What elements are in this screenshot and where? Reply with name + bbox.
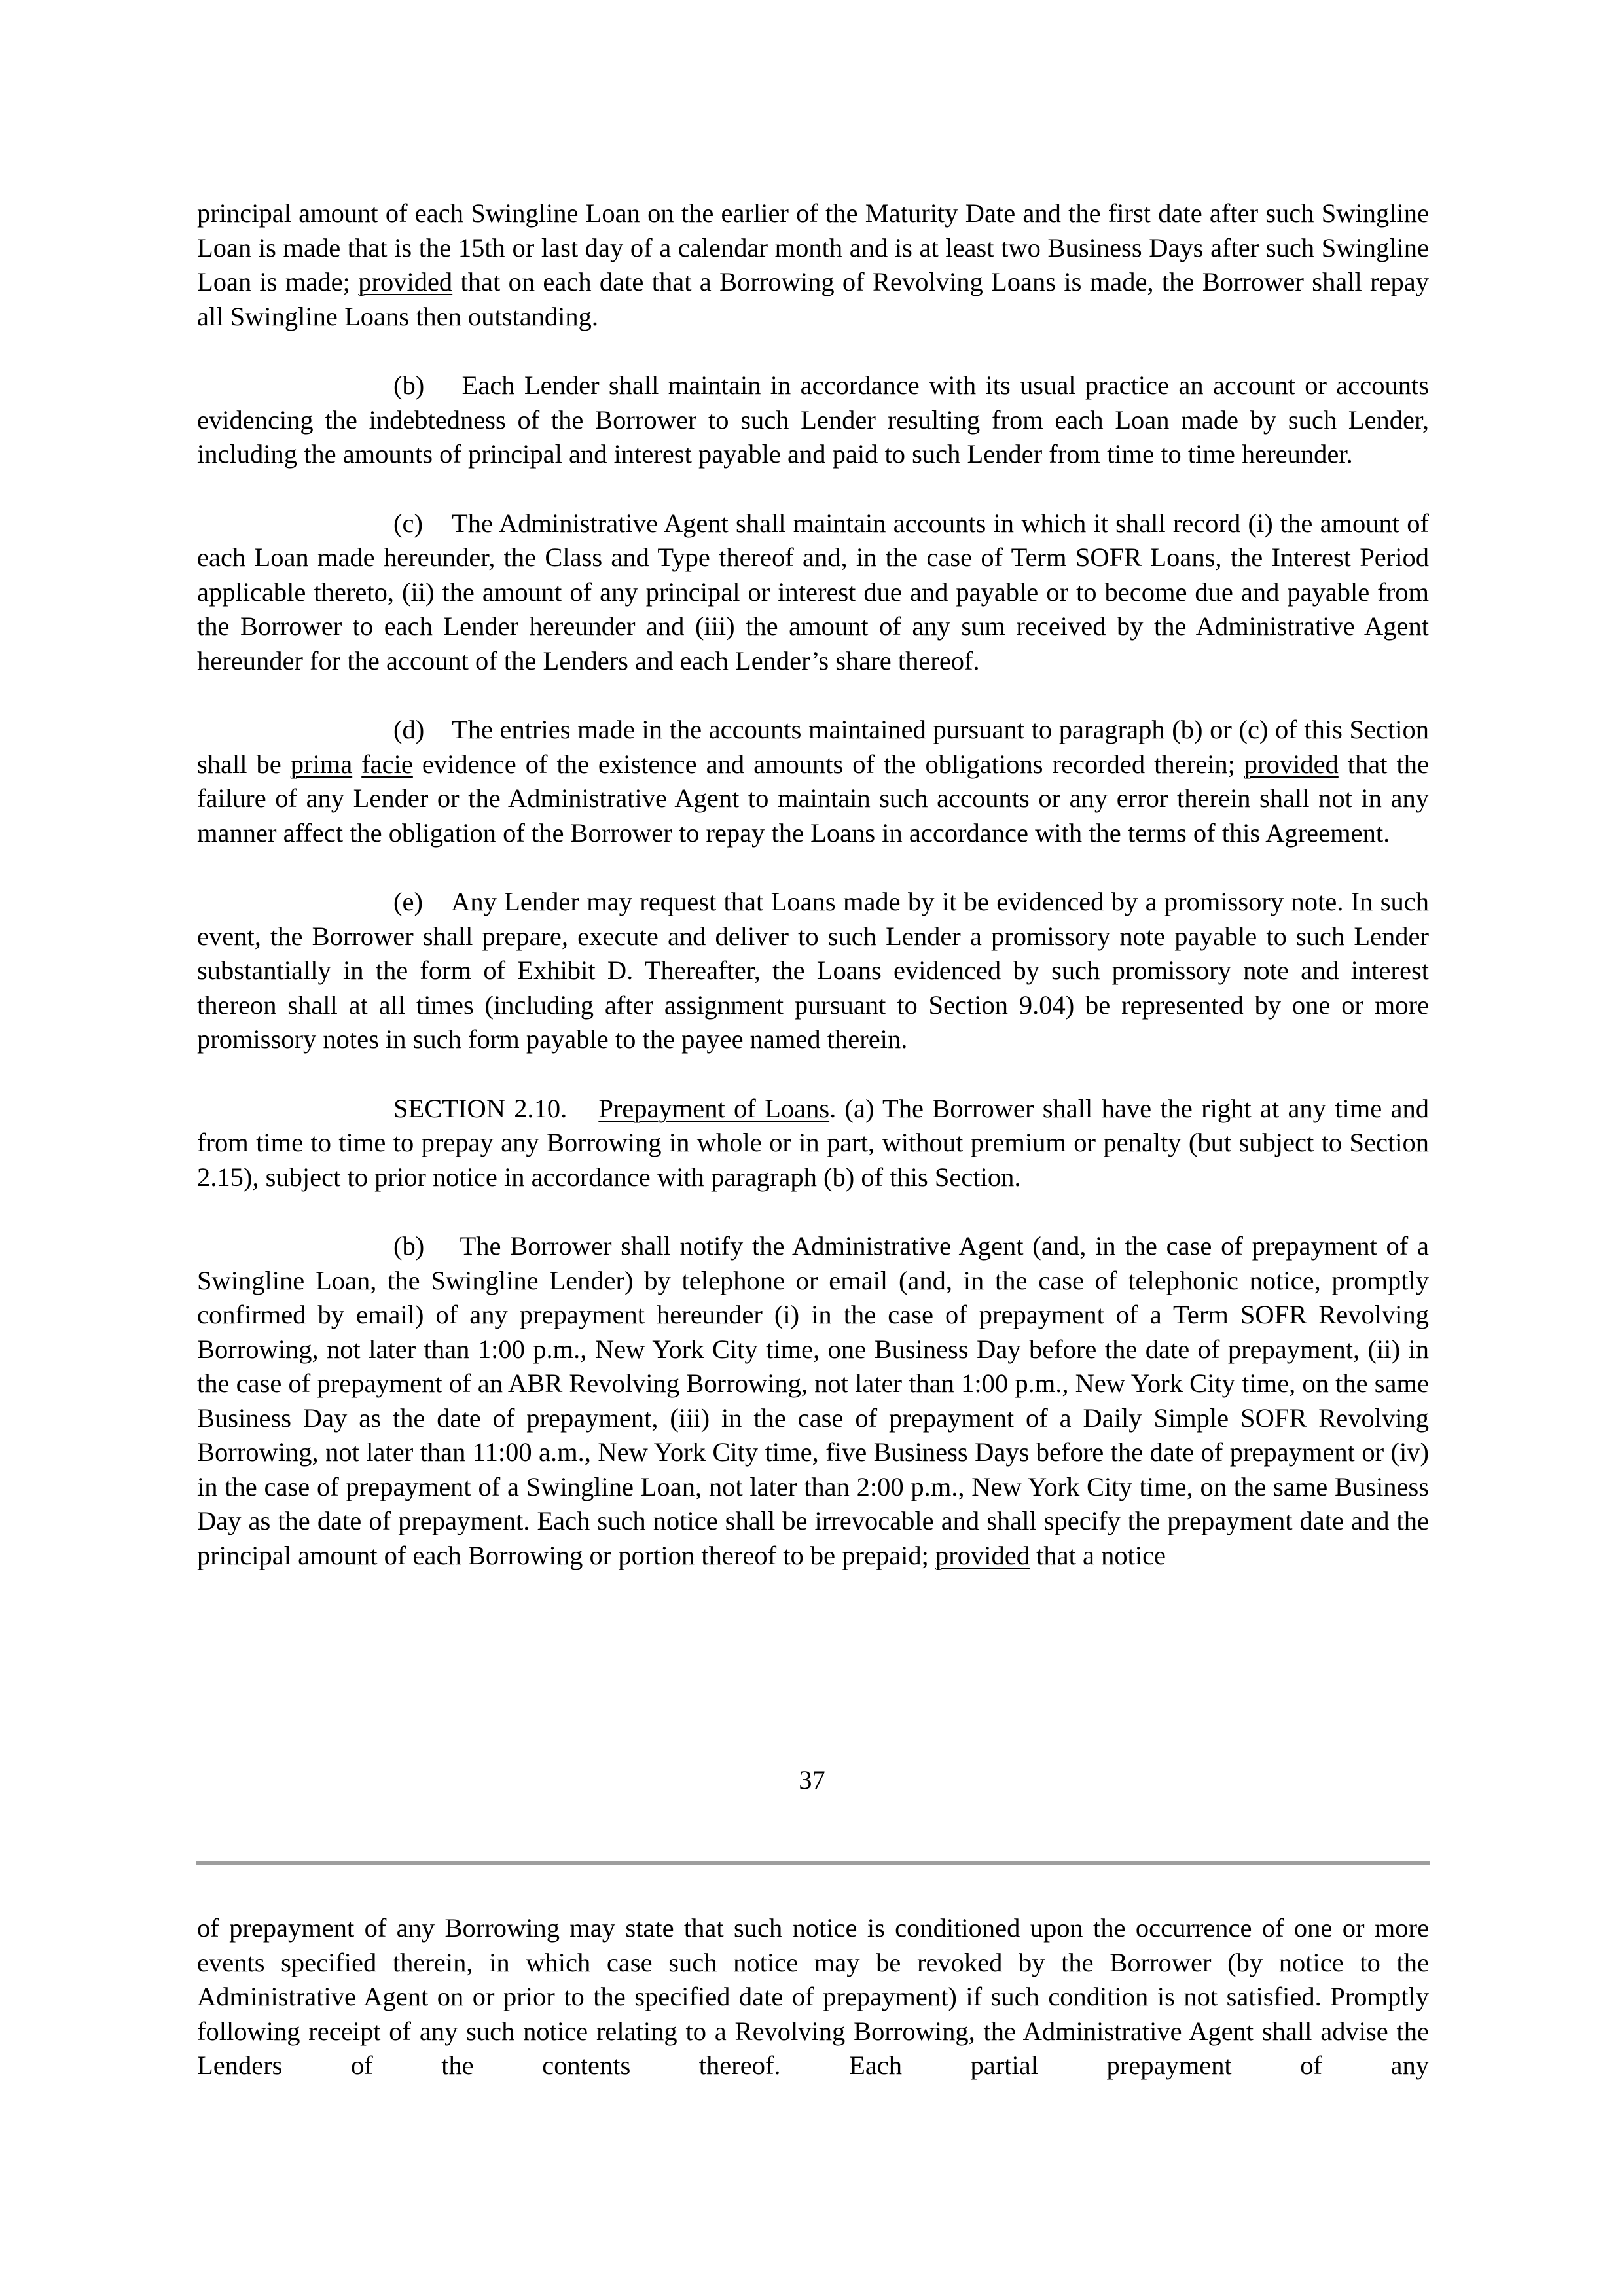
next-page [197,1911,1429,2083]
paragraph-b: (b) Each Lender shall maintain in accordance with its usual practice an account or accounts evidencing the indebtedness of the Borrower to such Lender resulting from each Loan made by such Lender, including the amounts of principal and interest payable and paid to such Lender from time to time hereunder. [197,370,1436,469]
section-2-10: SECTION 2.10. Prepayment of Loans. (a) The Borrower shall have the right at any time and from time to time to prepay any Borrowing in whole or in part, without premium or penalty (but subject to Section 2.15), subject to prior notice in accordance with paragraph (b) of this Section. [197,1093,1429,1192]
section-2-10-paragraph-b: (b) The Borrower shall notify the Administrative Agent (and, in the case of prepayment of a Swingline Loan, the Swingline Lender) by telephone or email (and, in the case of telephonic notice, promptly confirmed by email) of any prepayment hereunder (i) in the case of prepayment of a Term SOFR Revolving Borrowing, not later than 1:00 p.m., New York City time, one Business Day before the date of prepayment, (ii) in the case of prepayment of an ABR Revolving Borrowing, not later than 1:00 p.m., New York City time, on the same Business Day as the date of prepayment, (iii) in the case of prepayment of a Daily Simple SOFR Revolving Borrowing, not later than 11:00 a.m., New York City time, five Business Days before the date of prepayment or (iv) in the case of prepayment of a Swingline Loan, not later than 2:00 p.m., New York City time, on the same Business Day as the date of prepayment. Each such notice shall be irrevocable and shall specify the prepayment date and the principal amount of each Borrowing or portion thereof to be prepaid; provided that a notice [197,1231,1436,1570]
paragraph-e: (e) Any Lender may request that Loans made by it be evidenced by a promissory note. In such event, the Borrower shall prepare, execute and deliver to such Lender a promissory note payable to such Lender substantially in the form of Exhibit D. Thereafter, the Loans evidenced by such promissory note and interest thereon shall at all times (including after assignment pursuant to Section 9.04) be represented by one or more promissory notes in such form payable to the payee named therein. [197,887,1436,1054]
paragraph-d: (d) The entries made in the accounts maintained pursuant to paragraph (b) or (c) of this Section shall be prima facie evidence of the existence and amounts of the obligations recorded therein; provided that the failure of any Lender or the Administrative Agent to maintain such accounts or any error therein shall not in any manner affect the obligation of the Borrower to repay the Loans in accordance with the terms of this Agreement. [197,715,1436,848]
page-divider [196,1861,1430,1865]
section-heading: Prepayment of Loans [598,1093,830,1123]
provided-term: provided [935,1540,1030,1570]
next-page-paragraph: of prepayment of any Borrowing may state that such notice is conditioned upon the occurrence of one or more events specified therein, in which case such notice may be revoked by the Borrower (by notice to the Administrative Agent on or prior to the specified date of prepayment) if such condition is not satisfied. Promptly following receipt of any such notice relating to a Revolving Borrowing, the Administrative Agent shall advise the Lenders of the contents thereof. Each partial prepayment of any [197,1913,1429,2080]
facie-term: facie [361,749,413,779]
provided-term: provided [1244,749,1339,779]
document-page [197,196,1436,1573]
section-number: SECTION 2.10. [393,1093,568,1123]
paragraph-a-continued: principal amount of each Swingline Loan on the earlier of the Maturity Date and the first date after such Swingline Loan is made that is the 15th or last day of a calendar month and is at least two Business Days after such Swingline Loan is made; provided that on each date that a Borrowing of Revolving Loans is made, the Borrower shall repay all Swingline Loans then outstanding. [197,198,1429,331]
page-number: 37 [799,1765,825,1795]
provided-term: provided [358,267,453,296]
prima-term: prima [290,749,353,779]
paragraph-c: (c) The Administrative Agent shall maintain accounts in which it shall record (i) the amount of each Loan made hereunder, the Class and Type thereof and, in the case of Term SOFR Loans, the Interest Period applicable thereto, (ii) the amount of any principal or interest due and payable or to become due and payable from the Borrower to each Lender hereunder and (iii) the amount of any sum received by the Administrative Agent hereunder for the account of the Lenders and each Lender’s share thereof. [197,508,1436,675]
